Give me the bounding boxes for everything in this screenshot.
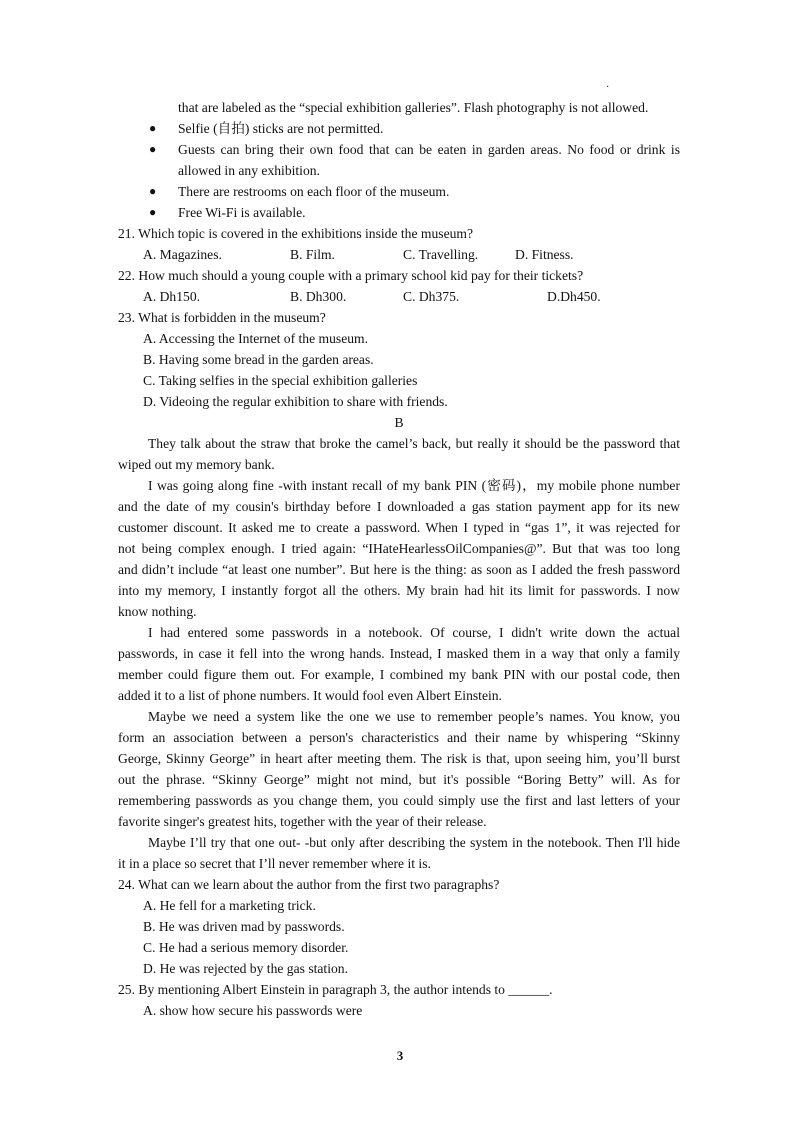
paragraph-line: George, Skinny George” in heart after meeting them. The risk is that, upon seeing him, you’ll burst bbox=[118, 751, 680, 766]
answer-option: A. show how secure his passwords were bbox=[143, 1003, 363, 1018]
bullet-continuation: that are labeled as the “special exhibition galleries”. Flash photography is not allowed. bbox=[178, 100, 649, 115]
options-row bbox=[0, 286, 800, 307]
answer-option: D.Dh450. bbox=[547, 289, 601, 304]
paragraph-line: added it to a list of phone numbers. It would fool even Albert Einstein. bbox=[118, 688, 502, 703]
answer-option: B. Film. bbox=[290, 247, 335, 262]
paragraph-line: I was going along fine -with instant recall of my bank PIN (密码)，my mobile phone number bbox=[148, 478, 680, 493]
paragraph-line: wiped out my memory bank. bbox=[118, 457, 275, 472]
paragraph-line: remembering passwords as you change them, you could simply use the first and last letters of your bbox=[118, 793, 680, 808]
answer-option: C. He had a serious memory disorder. bbox=[143, 940, 349, 955]
paragraph-line: out the phrase. “Skinny George” might not mind, but it's possible “Boring Betty” will. As for bbox=[118, 772, 680, 787]
paragraph-line: They talk about the straw that broke the camel’s back, but really it should be the password that bbox=[148, 436, 680, 451]
paragraph-line: customer discount. It asked me to create a password. When I typed in “gas 1”, it was rejected for bbox=[118, 520, 680, 535]
answer-option: B. Having some bread in the garden areas. bbox=[143, 352, 374, 367]
options-row bbox=[0, 244, 800, 265]
bullet-item-line: Selfie (自拍) sticks are not permitted. ● bbox=[178, 118, 680, 139]
answer-option: D. He was rejected by the gas station. bbox=[143, 961, 348, 976]
question-stem: 23. What is forbidden in the museum? bbox=[118, 310, 326, 325]
paragraph-line: I had entered some passwords in a notebook. Of course, I didn't write down the actual bbox=[148, 625, 680, 640]
answer-option: A. Dh150. bbox=[143, 289, 201, 304]
answer-option: C. Dh375. bbox=[403, 289, 460, 304]
answer-option: C. Travelling. bbox=[403, 247, 479, 262]
bullet-item-line: There are restrooms on each floor of the museum. ● bbox=[178, 181, 680, 202]
paragraph-line: member could figure them out. For example, I combined my bank PIN with our postal code, then bbox=[118, 667, 680, 682]
question-stem: 21. Which topic is covered in the exhibitions inside the museum? bbox=[118, 226, 474, 241]
answer-option: D. Fitness. bbox=[515, 247, 574, 262]
answer-option: C. Taking selfies in the special exhibition galleries bbox=[143, 373, 418, 388]
paragraph-line: Maybe we need a system like the one we use to remember people’s names. You know, you bbox=[148, 709, 680, 724]
paragraph-line: and the date of my cousin's birthday before I downloaded a gas station payment app for its new bbox=[118, 499, 680, 514]
bullet-item-line: allowed in any exhibition. bbox=[178, 163, 320, 178]
paragraph-line: favorite singer's greatest hits, together with the year of their release. bbox=[118, 814, 487, 829]
bullet-icon: ● bbox=[149, 184, 157, 198]
answer-option: D. Videoing the regular exhibition to share with friends. bbox=[143, 394, 448, 409]
paragraph-line: form an association between a person's characteristics and their name by whispering “Skinny bbox=[118, 730, 680, 745]
question-stem: 25. By mentioning Albert Einstein in paragraph 3, the author intends to ______. bbox=[118, 982, 553, 997]
answer-option: B. He was driven mad by passwords. bbox=[143, 919, 345, 934]
answer-option: A. Accessing the Internet of the museum. bbox=[143, 331, 368, 346]
paragraph-line: and didn’t include “at least one number”. But here is the thing: as soon as I added the fresh password bbox=[118, 562, 680, 577]
paragraph-line: passwords, in case it fell into the wrong hands. Instead, I masked them in a way that only a family bbox=[118, 646, 680, 661]
bullet-item-line: Guests can bring their own food that can be eaten in garden areas. No food or drink is ● bbox=[178, 139, 680, 160]
question-stem: 22. How much should a young couple with a primary school kid pay for their tickets? bbox=[118, 268, 584, 283]
top-mark: · bbox=[606, 82, 610, 93]
question-stem: 24. What can we learn about the author from the first two paragraphs? bbox=[118, 877, 500, 892]
paragraph-line: it in a place so secret that I’ll never remember where it is. bbox=[118, 856, 431, 871]
paragraph-line: into my memory, I instantly forgot all the others. My brain had hit its limit for passwords. I now bbox=[118, 583, 680, 598]
bullet-icon: ● bbox=[149, 121, 157, 135]
paragraph-line: know nothing. bbox=[118, 604, 197, 619]
bullet-icon: ● bbox=[149, 142, 157, 156]
answer-option: B. Dh300. bbox=[290, 289, 347, 304]
page-number: 3 bbox=[396, 1048, 404, 1063]
answer-option: A. He fell for a marketing trick. bbox=[143, 898, 316, 913]
paragraph-line: Maybe I’ll try that one out- -but only after describing the system in the notebook. Then I'll hide bbox=[148, 835, 680, 850]
answer-option: A. Magazines. bbox=[143, 247, 222, 262]
bullet-icon: ● bbox=[149, 205, 157, 219]
bullet-item-line: Free Wi-Fi is available. ● bbox=[178, 202, 680, 223]
paragraph-line: not being complex enough. I tried again: “IHateHearlessOilCompanies@”. But that was too long bbox=[118, 541, 680, 556]
section-heading: B bbox=[394, 415, 404, 430]
